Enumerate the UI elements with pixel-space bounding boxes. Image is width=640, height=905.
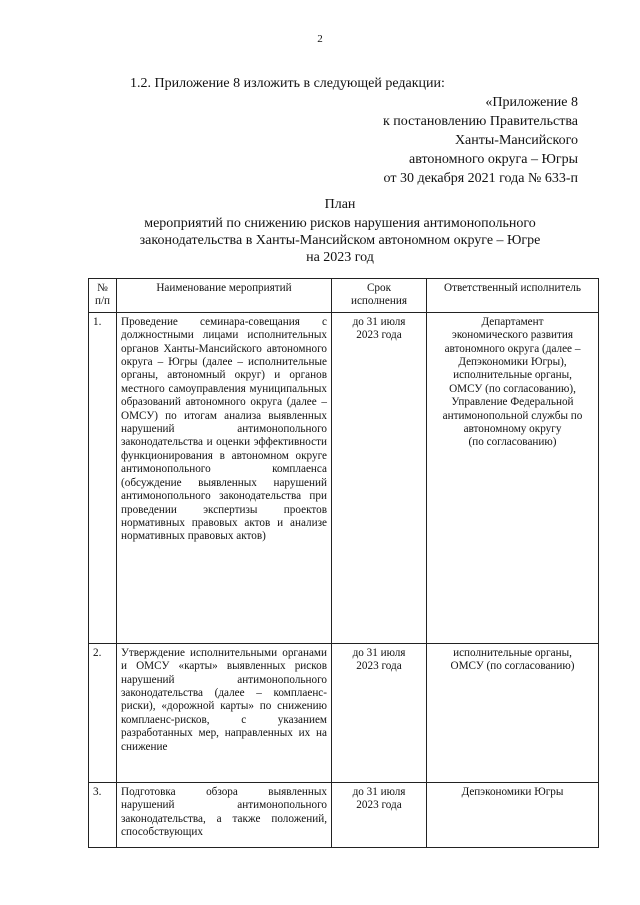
- appendix-header-line: к постановлению Правительства: [382, 114, 578, 129]
- table-row: [89, 643, 599, 782]
- plan-subtitle-line: законодательства в Ханты-Мансийском автономном округе – Югре: [139, 233, 541, 248]
- row-measure: Подготовка обзора выявленных нарушений антимонопольного законодательства, а также положений, способствующих: [117, 782, 332, 847]
- header-num: № п/п: [89, 279, 117, 313]
- header-name: Наименование мероприятий: [117, 279, 332, 313]
- appendix-header-line: Ханты-Мансийского: [454, 133, 578, 148]
- row-measure: Проведение семинара-совещания с должностными лицами исполнительных органов Ханты-Мансийского автономного округа – Югры (далее – исполнительные органы, автономный округ) и органов местного самоуправления муниципальных образований автономного округа (далее – ОМСУ) по итогам анализа выявленных нарушений антимонопольного законодательства и оценки эффективности функционирования в автономном округе антимонопольного комплаенса (обсуждение выявленных нарушений антимонопольного законодательства при проведении экспертизы проектов нормативных правовых актов и анализе нормативных правовых актов): [117, 312, 332, 643]
- row-responsible: Депэкономики Югры: [427, 782, 599, 847]
- header-resp: Ответственный исполнитель: [427, 279, 599, 313]
- header-term: Срок исполнения: [332, 279, 427, 313]
- plan-subtitle-line: на 2023 год: [306, 250, 374, 265]
- amendment-intro: 1.2. Приложение 8 изложить в следующей редакции:: [130, 76, 445, 91]
- row-num: 3.: [89, 782, 117, 847]
- appendix-header-line: «Приложение 8: [485, 95, 578, 110]
- row-measure: Утверждение исполнительными органами и ОМСУ «карты» выявленных рисков нарушений антимонопольного законодательства (далее – комплаенс-риски), «дорожной карты» по снижению комплаенс-рисков, с указанием разработанных мер, направленных их на снижение: [117, 643, 332, 782]
- plan-title-block: [80, 196, 600, 266]
- row-num: 2.: [89, 643, 117, 782]
- page-number: 2: [317, 33, 323, 45]
- plan-subtitle-line: мероприятий по снижению рисков нарушения антимонопольного: [144, 216, 536, 231]
- row-deadline: до 31 июля 2023 года: [332, 643, 427, 782]
- row-responsible: Департамент экономического развития автономного округа (далее – Депэкономики Югры), исполнительные органы, ОМСУ (по согласованию), Управление Федеральной антимонопольной службы по автономному округу (по согласованию): [427, 312, 599, 643]
- row-deadline: до 31 июля 2023 года: [332, 782, 427, 847]
- row-num: 1.: [89, 312, 117, 643]
- row-deadline: до 31 июля 2023 года: [332, 312, 427, 643]
- table-header-row: [89, 279, 599, 313]
- appendix-header-line: автономного округа – Югры: [409, 152, 578, 167]
- table-row: [89, 782, 599, 847]
- table-row: [89, 312, 599, 643]
- plan-title: План: [324, 197, 356, 212]
- appendix-header-line: от 30 декабря 2021 года № 633-п: [383, 171, 578, 186]
- measures-table: [88, 278, 599, 848]
- appendix-header: [383, 93, 578, 188]
- row-responsible: исполнительные органы, ОМСУ (по согласованию): [427, 643, 599, 782]
